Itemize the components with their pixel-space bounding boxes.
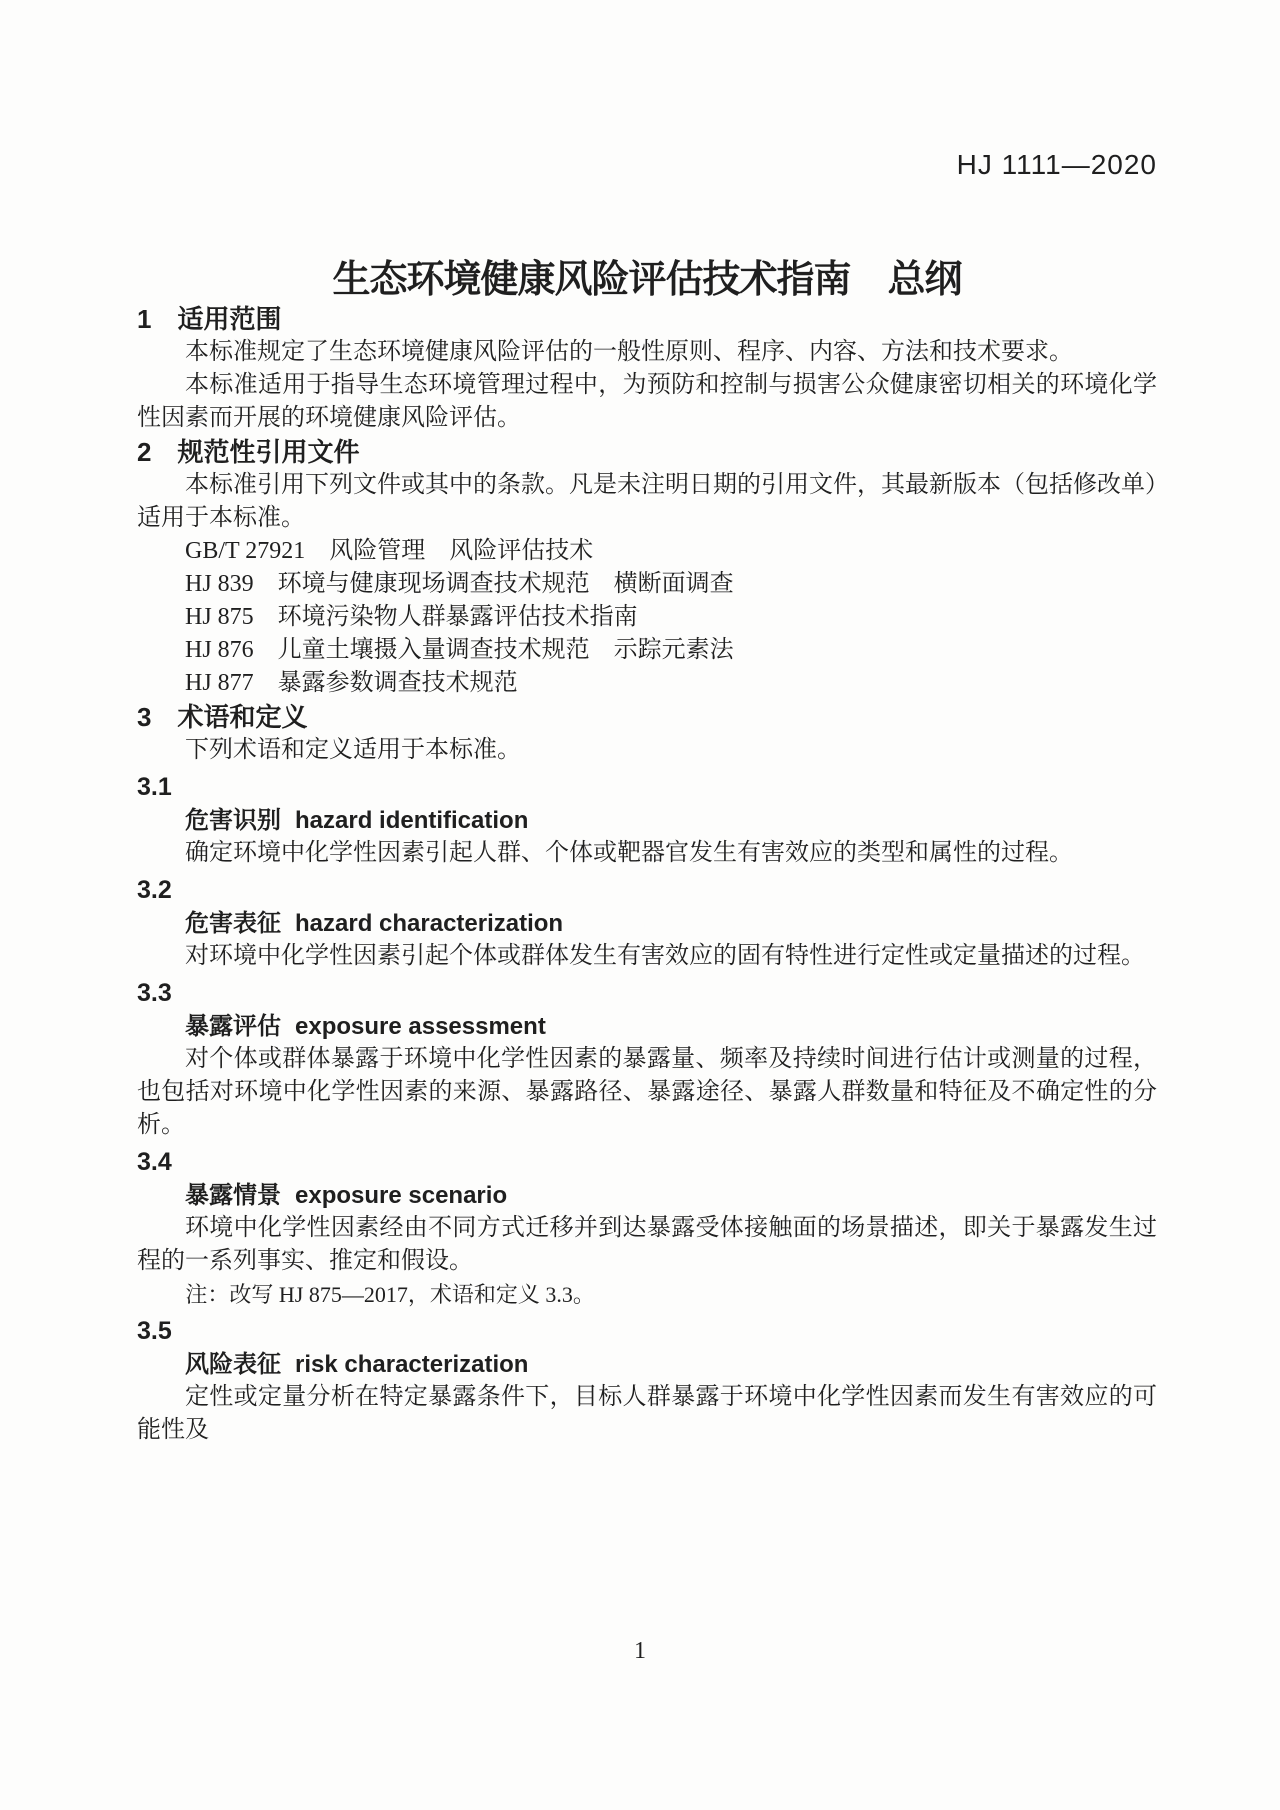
section-3-heading: 3 术语和定义: [137, 702, 308, 732]
reference-item: GB/T 27921 风险管理 风险评估技术: [185, 538, 594, 564]
term-definition: 环境中化学性因素经由不同方式迁移并到达暴露受体接触面的场景描述，即关于暴露发生过程的一系列事实、推定和假设。: [137, 1215, 1157, 1274]
term-zh: 风险表征: [185, 1351, 281, 1378]
term-en: hazard characterization: [295, 910, 564, 937]
reference-item: HJ 875 环境污染物人群暴露评估技术指南: [185, 604, 638, 630]
section-3-intro: 下列术语和定义适用于本标准。: [185, 737, 521, 763]
term-title: [137, 1179, 1157, 1212]
section-2-heading: 2 规范性引用文件: [137, 437, 360, 467]
term-clause-3-3: [137, 977, 1157, 1142]
clause-number: 3.2: [137, 876, 172, 904]
section-1-paragraph: 本标准适用于指导生态环境管理过程中，为预防和控制与损害公众健康密切相关的环境化学性因素而开展的环境健康风险评估。: [137, 372, 1157, 431]
term-title: [137, 804, 1157, 837]
term-definition: 定性或定量分析在特定暴露条件下，目标人群暴露于环境中化学性因素而发生有害效应的可能性及: [137, 1384, 1157, 1443]
term-zh: 暴露评估: [185, 1013, 281, 1040]
clause-number: 3.5: [137, 1317, 172, 1345]
term-en: hazard identification: [295, 807, 529, 834]
section-2-intro: 本标准引用下列文件或其中的条款。凡是未注明日期的引用文件，其最新版本（包括修改单）适用于本标准。: [137, 472, 1157, 531]
term-clause-3-2: [137, 874, 1157, 973]
term-zh: 危害表征: [185, 910, 281, 937]
term-definition: 确定环境中化学性因素引起人群、个体或靶器官发生有害效应的类型和属性的过程。: [185, 840, 1073, 866]
reference-list: [137, 535, 1157, 700]
standard-code: HJ 1111—2020: [956, 149, 1157, 180]
reference-item: HJ 877 暴露参数调查技术规范: [185, 670, 518, 696]
section-1-heading: 1 适用范围: [137, 304, 282, 334]
clause-number: 3.1: [137, 773, 172, 801]
term-clause-3-1: [137, 771, 1157, 870]
term-clause-3-5: [137, 1315, 1157, 1447]
term-title: [137, 1348, 1157, 1381]
term-definition: 对环境中化学性因素引起个体或群体发生有害效应的固有特性进行定性或定量描述的过程。: [185, 943, 1145, 969]
clause-number: 3.4: [137, 1148, 172, 1176]
term-zh: 危害识别: [185, 807, 281, 834]
section-1-paragraph: 本标准规定了生态环境健康风险评估的一般性原则、程序、内容、方法和技术要求。: [185, 339, 1073, 365]
document-title: 生态环境健康风险评估技术指南 总纲: [332, 259, 962, 301]
term-clause-3-4: [137, 1146, 1157, 1311]
term-en: exposure assessment: [295, 1013, 546, 1040]
term-note: 注：改写 HJ 875—2017，术语和定义 3.3。: [185, 1282, 595, 1307]
term-zh: 暴露情景: [185, 1182, 281, 1209]
reference-item: HJ 876 儿童土壤摄入量调查技术规范 示踪元素法: [185, 637, 734, 663]
page-number: 1: [634, 1638, 646, 1664]
term-definition: 对个体或群体暴露于环境中化学性因素的暴露量、频率及持续时间进行估计或测量的过程，也包括对环境中化学性因素的来源、暴露路径、暴露途径、暴露人群数量和特征及不确定性的分析。: [137, 1046, 1157, 1138]
term-en: exposure scenario: [295, 1182, 508, 1209]
term-en: risk characterization: [295, 1351, 529, 1378]
content-area: [137, 0, 1157, 1447]
reference-item: HJ 839 环境与健康现场调查技术规范 横断面调查: [185, 571, 734, 597]
term-title: [137, 1010, 1157, 1043]
clause-number: 3.3: [137, 979, 172, 1007]
term-title: [137, 907, 1157, 940]
